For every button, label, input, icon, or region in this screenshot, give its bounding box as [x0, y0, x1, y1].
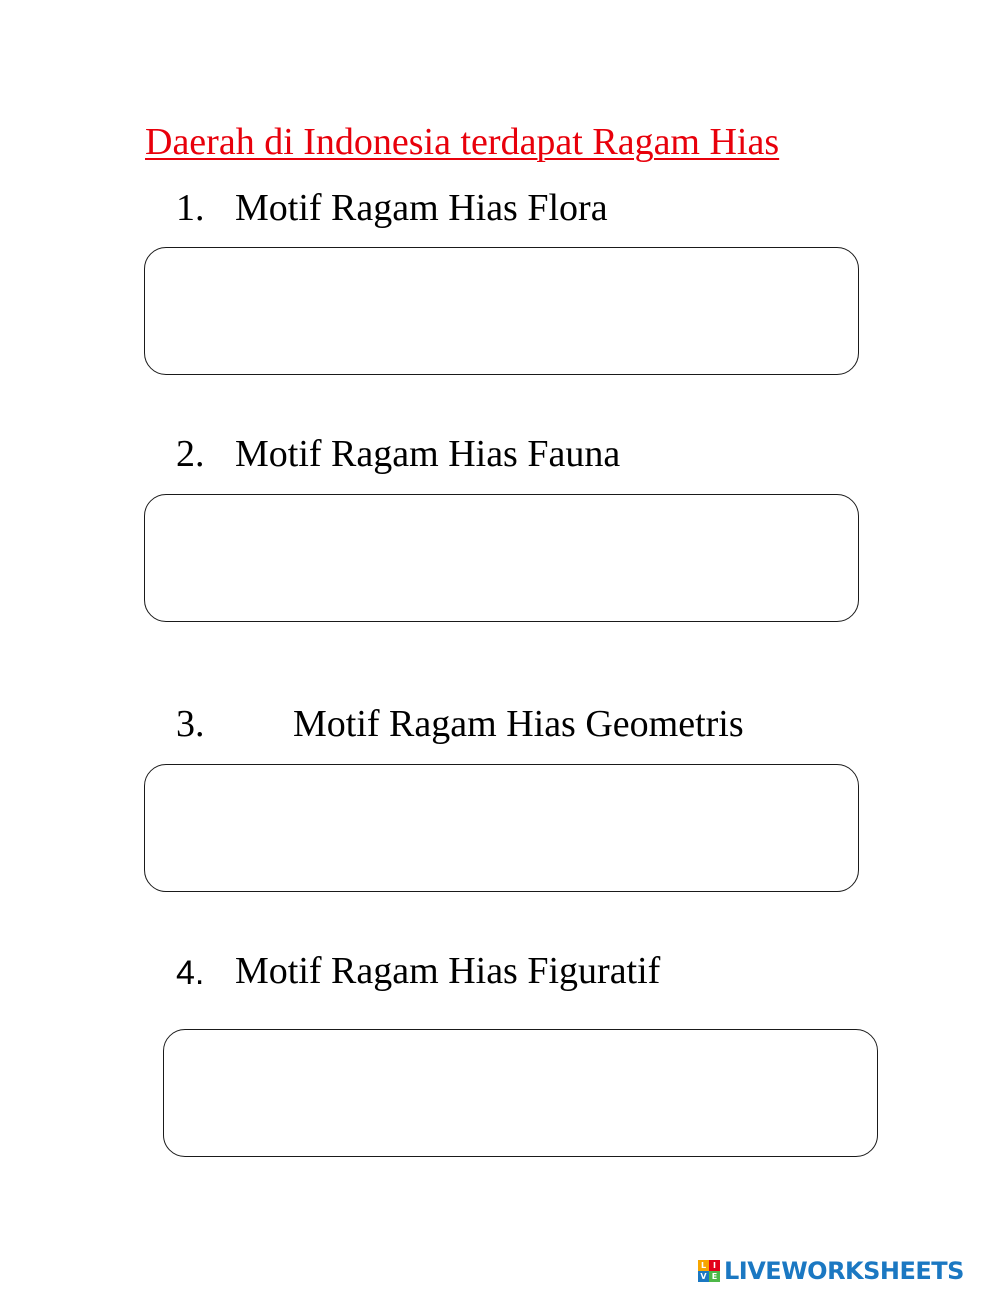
- question-item-3: [176, 700, 816, 748]
- answer-box-3[interactable]: [144, 764, 859, 892]
- question-label-2: Motif Ragam Hias Fauna: [235, 433, 621, 475]
- question-item-4: [176, 947, 776, 995]
- worksheet-title: Daerah di Indonesia terdapat Ragam Hias: [145, 121, 780, 163]
- question-number-3: 3.: [176, 703, 205, 745]
- logo-letter-i: I: [709, 1260, 720, 1271]
- question-label-3: Motif Ragam Hias Geometris: [293, 703, 744, 745]
- question-label-1: Motif Ragam Hias Flora: [235, 187, 608, 229]
- question-label-4: Motif Ragam Hias Figuratif: [235, 950, 661, 992]
- answer-box-1[interactable]: [144, 247, 859, 375]
- answer-box-2[interactable]: [144, 494, 859, 622]
- logo-letter-v: V: [698, 1271, 709, 1282]
- question-item-2: [176, 430, 776, 478]
- question-item-1: [176, 184, 776, 232]
- answer-box-4[interactable]: [163, 1029, 878, 1157]
- logo-letter-e: E: [709, 1271, 720, 1282]
- question-number-2: 2.: [176, 433, 205, 475]
- logo-letter-l: L: [698, 1260, 709, 1271]
- liveworksheets-wordmark: LIVEWORKSHEETS: [724, 1257, 964, 1285]
- liveworksheets-brand: [698, 1255, 964, 1287]
- liveworksheets-logo-icon: [698, 1260, 720, 1282]
- question-number-4: 4.: [176, 954, 205, 992]
- question-number-1: 1.: [176, 187, 205, 229]
